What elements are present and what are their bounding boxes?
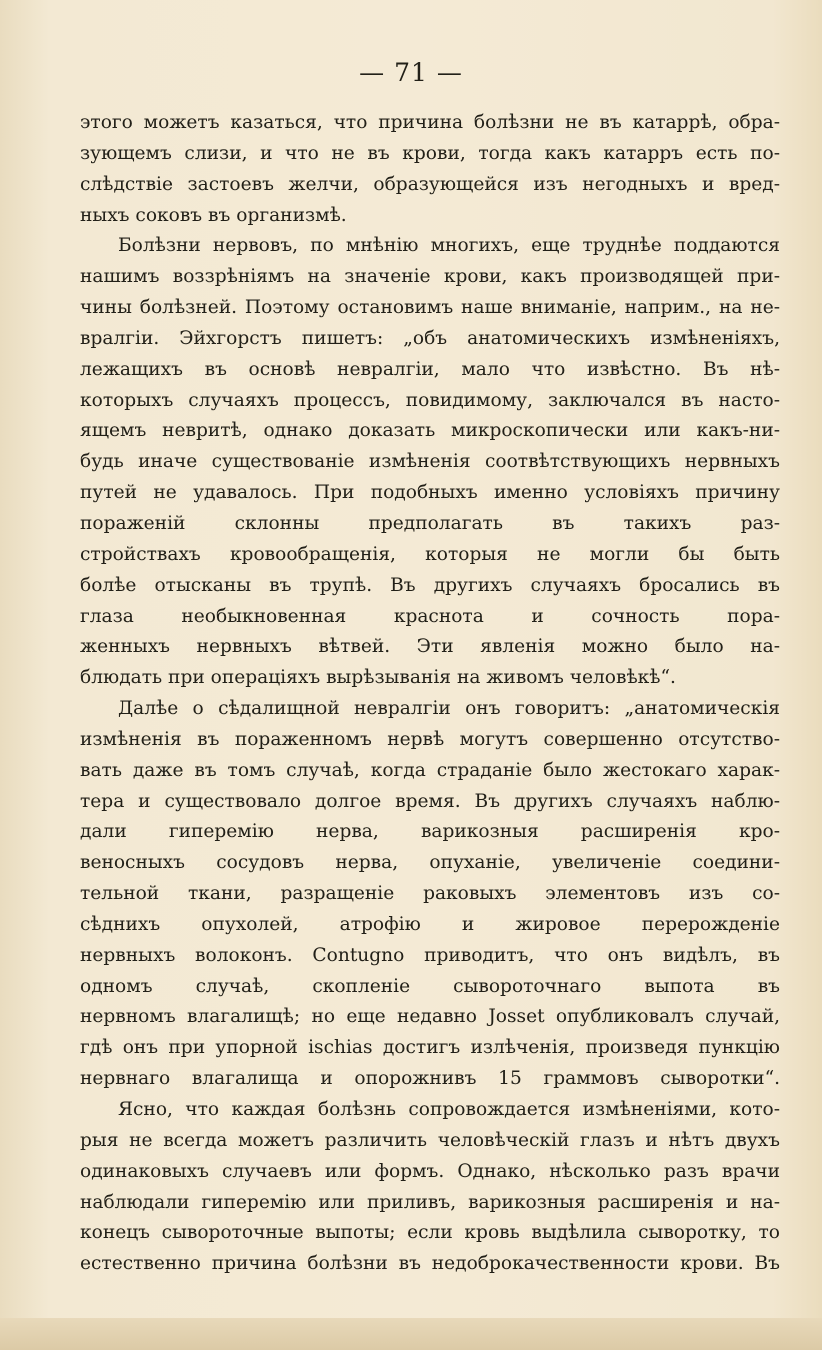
text-line: естественно причина болѣзни въ недоброкачественности крови. Въ <box>80 1253 780 1275</box>
text-line: гдѣ онъ при упорной ischias достигъ излѣченія, произведя пункцію <box>80 1037 780 1059</box>
text-line: сѣднихъ опухолей, атрофію и жировое перерожденіе <box>80 913 780 935</box>
text-line: лежащихъ въ основѣ невралгіи, мало что извѣстно. Въ нѣ- <box>80 358 780 380</box>
page-number: — 71 — <box>359 58 463 87</box>
text-line: глаза необыкновенная краснота и сочность пора- <box>80 605 780 627</box>
text-line: наблюдали гиперемію или приливъ, варикозныя расширенія и на- <box>80 1191 780 1213</box>
text-line: вралгіи. Эйхгорстъ пишетъ: „объ анатомическихъ измѣненіяхъ, <box>80 327 780 349</box>
body-text <box>80 108 780 1280</box>
text-line: конецъ сывороточные выпоты; если кровь выдѣлила сыворотку, то <box>80 1222 780 1244</box>
text-line: измѣненія въ пораженномъ нервѣ могутъ совершенно отсутство- <box>80 728 780 750</box>
text-line: ныхъ соковъ въ организмѣ. <box>80 204 347 226</box>
text-line: болѣе отысканы въ трупѣ. Въ другихъ случаяхъ бросались въ <box>80 574 780 596</box>
text-line: одномъ случаѣ, скопленіе сывороточнаго выпота въ <box>80 975 780 997</box>
text-line: одинаковыхъ случаевъ или формъ. Однако, нѣсколько разъ врачи <box>80 1160 780 1182</box>
text-line: чины болѣзней. Поэтому остановимъ наше вниманіе, наприм., на не- <box>80 297 780 319</box>
text-line: этого можетъ казаться, что причина болѣзни не въ катаррѣ, обра- <box>80 112 780 133</box>
text-line: будь иначе существованіе измѣненія соотвѣтствующихъ нервныхъ <box>80 451 780 473</box>
paragraph-start-line: Далѣе о сѣдалищной невралгіи онъ говоритъ: „анатомическія <box>118 698 780 720</box>
text-line: которыхъ случаяхъ процессъ, повидимому, заключался въ насто- <box>80 389 780 411</box>
text-line: пораженій склонны предполагать въ такихъ раз- <box>80 512 780 534</box>
text-line: слѣдствіе застоевъ желчи, образующейся изъ негодныхъ и вред- <box>80 173 780 195</box>
text-line: нервномъ влагалищѣ; но еще недавно Josset опубликовалъ случай, <box>80 1006 780 1028</box>
text-line: нервныхъ волоконъ. Contugno приводитъ, что онъ видѣлъ, въ <box>80 944 780 966</box>
text-line: женныхъ нервныхъ вѣтвей. Эти явленія можно было на- <box>80 636 780 658</box>
page-bottom-edge <box>0 1318 822 1350</box>
text-line: вать даже въ томъ случаѣ, когда страданіе было жестокаго харак- <box>80 759 780 781</box>
text-line: нашимъ воззрѣніямъ на значеніе крови, какъ производящей при- <box>80 266 780 288</box>
paragraph-start-line: Ясно, что каждая болѣзнь сопровождается измѣненіями, кото- <box>118 1099 780 1120</box>
text-line: блюдать при операціяхъ вырѣзыванія на живомъ человѣкѣ“. <box>80 667 676 689</box>
paragraph-start-line: Болѣзни нервовъ, по мнѣнію многихъ, еще труднѣе поддаются <box>118 235 780 257</box>
text-line: веносныхъ сосудовъ нерва, опуханіе, увеличеніе соедини- <box>80 852 780 874</box>
text-line: ящемъ невритѣ, однако доказать микроскопически или какъ-ни- <box>80 420 780 442</box>
text-line: нервнаго влагалища и опорожнивъ 15 граммовъ сыворотки“. <box>80 1068 780 1090</box>
text-line: путей не удавалось. При подобныхъ именно условіяхъ причину <box>80 482 780 504</box>
text-line: тера и существовало долгое время. Въ другихъ случаяхъ наблю- <box>80 790 780 812</box>
text-line: рыя не всегда можетъ различить человѣческій глазъ и нѣтъ двухъ <box>80 1129 780 1151</box>
text-line: стройствахъ кровообращенія, которыя не могли бы быть <box>80 543 780 565</box>
text-line: дали гиперемію нерва, варикозныя расширенія кро- <box>80 821 780 843</box>
text-line: тельной ткани, разращеніе раковыхъ элементовъ изъ со- <box>80 883 780 905</box>
text-line: зующемъ слизи, и что не въ крови, тогда какъ катарръ есть по- <box>80 142 780 164</box>
